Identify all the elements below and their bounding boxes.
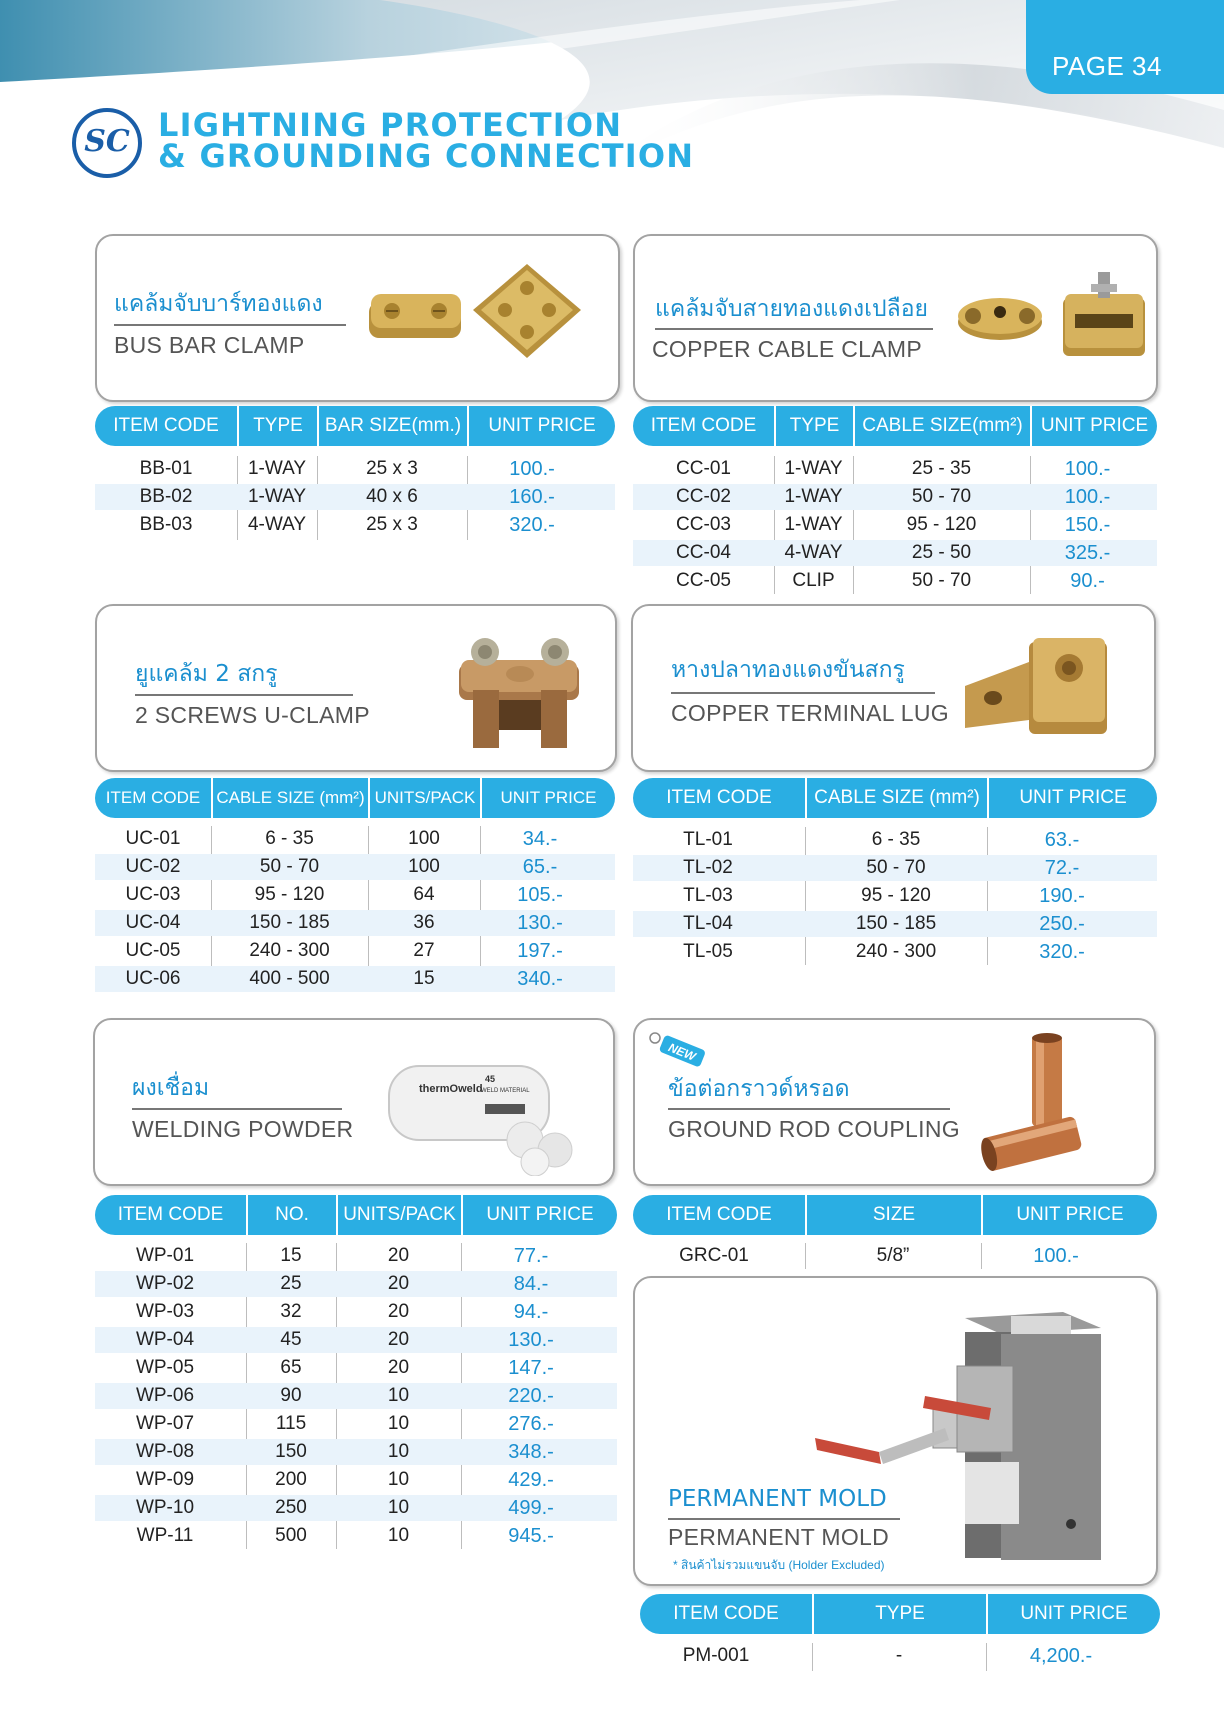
type: 1-WAY [784,486,843,507]
item-code: BB-02 [139,486,193,507]
col-item-code: ITEM CODE [666,1204,772,1225]
cable-size: 50 - 70 [911,486,972,507]
title-divider [135,694,353,696]
unit-price: 220.- [508,1385,554,1407]
type: 1-WAY [784,514,843,535]
cable-size: 240 - 300 [249,940,330,961]
units-pack: 36 [413,912,435,933]
title-divider [114,324,346,326]
bus-bar-table-header [95,406,615,446]
unit-price: 100.- [1064,458,1111,480]
type: 4-WAY [784,542,843,563]
u-clamp-table-header [95,778,615,818]
table-row [95,1271,617,1297]
table-row [95,966,615,992]
welding-powder-photo [385,1058,585,1176]
table-row [95,512,615,538]
unit-price: 94.- [513,1301,549,1323]
cable-size: 95 - 120 [906,514,977,535]
item-code: WP-09 [135,1469,195,1490]
section-title-en: 2 SCREWS U-CLAMP [135,702,370,728]
no: 90 [280,1385,302,1406]
package-brand: thermOweld [419,1083,483,1095]
cable-size: 240 - 300 [855,941,937,962]
unit-price: 340.- [517,968,563,990]
table-row [95,854,615,880]
item-code: CC-05 [676,570,731,591]
col-type: TYPE [875,1603,925,1624]
section-title-th: แคล้มจับบาร์ทองแดง [114,291,323,317]
item-code: UC-03 [125,884,181,905]
no: 45 [280,1329,302,1350]
col-type: TYPE [789,415,840,436]
no: 65 [280,1357,302,1378]
item-code: PM-001 [682,1645,750,1666]
units-pack: 10 [387,1469,410,1490]
section-title-en: WELDING POWDER [132,1116,354,1142]
item-code: WP-05 [135,1357,195,1378]
bus-bar-table [95,456,615,540]
bus-bar-clamp-panel [95,234,620,402]
unit-price: 190.- [1039,885,1085,907]
col-item-code: ITEM CODE [650,415,757,436]
table-row [633,883,1157,909]
item-code: WP-01 [135,1245,195,1266]
unit-price: 105.- [517,884,563,906]
table-row [95,826,615,852]
item-code: BB-01 [139,458,193,479]
title-divider [668,1108,950,1110]
unit-price: 320.- [509,514,555,536]
unit-price: 84.- [513,1273,549,1295]
welding-table-header [95,1195,617,1235]
logo-text: SC [84,124,130,159]
bar-size: 25 x 3 [366,514,418,535]
section-title-th: ผงเชื่อม [132,1075,210,1101]
unit-price: 77.- [513,1245,549,1267]
cable-size: 50 - 70 [866,857,926,878]
cable-size: 50 - 70 [259,856,320,877]
unit-price: 250.- [1039,913,1085,935]
section-title-en: COPPER TERMINAL LUG [671,700,949,726]
table-row [95,882,615,908]
col-cable-size: CABLE SIZE (mm²) [216,788,365,807]
col-unit-price: UNIT PRICE [1040,415,1149,436]
col-units-pack: UNITS/PACK [374,788,476,807]
unit-price: 945.- [508,1525,554,1547]
table-row [95,1383,617,1409]
terminal-lug-table [633,827,1157,965]
item-code: WP-02 [135,1273,195,1294]
title-divider [671,692,935,694]
units-pack: 20 [387,1301,410,1322]
table-row [633,456,1157,482]
col-item-code: ITEM CODE [113,415,219,436]
table-row [95,1411,617,1437]
unit-price: 34.- [522,828,558,850]
table-row [95,484,615,510]
table-row [95,1327,617,1353]
unit-price: 197.- [517,940,563,962]
col-no: NO. [275,1204,309,1225]
col-unit-price: UNIT PRICE [1016,1204,1124,1225]
no: 500 [275,1525,307,1546]
bar-size: 25 x 3 [366,458,418,479]
units-pack: 100 [408,856,440,877]
cable-size: 25 - 35 [911,458,972,479]
rod-coupling-table-header [633,1195,1157,1235]
welding-powder-panel [93,1018,615,1186]
col-item-code: ITEM CODE [666,787,772,808]
table-row [633,484,1157,510]
bus-bar-clamp-photo [367,260,592,360]
type: 1-WAY [784,458,843,479]
table-row [95,1355,617,1381]
table-row [95,1467,617,1493]
item-code: TL-02 [683,857,733,878]
table-row [633,911,1157,937]
no: 32 [280,1301,302,1322]
item-code: WP-07 [135,1413,195,1434]
type: CLIP [792,570,835,591]
item-code: WP-08 [135,1441,195,1462]
new-badge [648,1030,710,1075]
col-item-code: ITEM CODE [673,1603,779,1624]
copper-cable-table-header [633,406,1157,446]
unit-price: 150.- [1064,514,1111,536]
table-row [95,910,615,936]
item-code: UC-02 [125,856,181,877]
permanent-mold-table-header [640,1594,1160,1634]
package-text: WELD MATERIAL [481,1088,530,1094]
rod-coupling-panel [633,1018,1156,1186]
sc-logo [72,108,142,178]
item-code: TL-05 [683,941,733,962]
terminal-lug-table-header [633,778,1157,818]
item-code: GRC-01 [679,1245,749,1266]
col-item-code: ITEM CODE [105,788,201,807]
terminal-lug-panel [631,604,1156,772]
unit-price: 100.- [509,458,555,480]
permanent-mold-table [640,1643,1160,1671]
item-code: WP-06 [135,1385,195,1406]
cable-size: 6 - 35 [265,828,314,849]
cable-size: 25 - 50 [911,542,972,563]
units-pack: 15 [413,968,435,989]
size: 5/8” [876,1245,910,1266]
unit-price: 100.- [1033,1245,1079,1267]
unit-price: 276.- [508,1413,554,1435]
item-code: CC-01 [676,458,731,479]
cable-size: 95 - 120 [254,884,325,905]
type: - [895,1645,903,1666]
rod-coupling-table [633,1243,1157,1269]
title-line-2: & GROUNDING CONNECTION [158,137,695,175]
unit-price: 429.- [508,1469,554,1491]
item-code: BB-03 [139,514,193,535]
unit-price: 325.- [1064,542,1111,564]
item-code: WP-04 [135,1329,195,1350]
title-divider [132,1108,342,1110]
units-pack: 10 [387,1413,410,1434]
item-code: UC-04 [125,912,181,933]
item-code: UC-05 [125,940,181,961]
unit-price: 72.- [1044,857,1080,879]
unit-price: 65.- [522,856,558,878]
item-code: CC-03 [676,514,731,535]
u-clamp-table [95,826,615,992]
item-code: CC-04 [676,542,731,563]
unit-price: 90.- [1070,570,1105,592]
title-divider [655,328,933,330]
no: 15 [280,1245,302,1266]
section-title-primary: PERMANENT MOLD [668,1486,887,1512]
item-code: WP-03 [135,1301,195,1322]
units-pack: 10 [387,1441,410,1462]
units-pack: 20 [387,1329,410,1350]
cable-size: 150 - 185 [855,913,937,934]
col-unit-price: UNIT PRICE [500,788,597,807]
item-code: TL-01 [683,829,733,850]
unit-price: 348.- [508,1441,554,1463]
table-row [95,1243,617,1269]
section-title-th: แคล้มจับสายทองแดงเปลือย [655,296,929,322]
section-title-th: ยูแคล้ม 2 สกรู [135,661,278,687]
cable-size: 400 - 500 [249,968,330,989]
col-unit-price: UNIT PRICE [486,1204,594,1225]
table-row [95,938,615,964]
type: 4-WAY [247,514,307,535]
rod-coupling-photo [980,1032,1090,1182]
type: 1-WAY [247,458,307,479]
section-title-en: BUS BAR CLAMP [114,332,305,358]
u-clamp-photo [455,634,585,752]
table-row [633,512,1157,538]
units-pack: 100 [408,828,440,849]
section-title-en: COPPER CABLE CLAMP [652,336,922,362]
copper-cable-clamp-photo [955,270,1155,360]
item-code: UC-01 [125,828,181,849]
item-code: WP-11 [136,1525,194,1546]
no: 25 [280,1273,302,1294]
table-row [633,568,1157,594]
unit-price: 130.- [508,1329,554,1351]
col-type: TYPE [253,415,303,436]
unit-price: 100.- [1064,486,1111,508]
table-row [95,1495,617,1521]
col-unit-price: UNIT PRICE [1019,787,1127,808]
unit-price: 4,200.- [1029,1645,1093,1667]
permanent-mold-panel [633,1276,1158,1586]
table-row [95,1523,617,1549]
section-title-en: PERMANENT MOLD [668,1524,890,1550]
col-cable-size: CABLE SIZE (mm²) [814,787,980,808]
col-unit-price: UNIT PRICE [488,415,596,436]
units-pack: 64 [413,884,435,905]
cable-size: 95 - 120 [861,885,931,906]
unit-price: 63.- [1044,829,1080,851]
table-row [633,540,1157,566]
item-code: CC-02 [676,486,731,507]
unit-price: 320.- [1039,941,1085,963]
col-unit-price: UNIT PRICE [1020,1603,1128,1624]
unit-price: 130.- [517,912,563,934]
unit-price: 147.- [508,1357,554,1379]
section-title-th: ข้อต่อกราวด์หรอด [668,1076,850,1102]
units-pack: 27 [413,940,435,961]
title-line-1: LIGHTNING PROTECTION [158,106,623,144]
table-row [633,1243,1157,1269]
col-item-code: ITEM CODE [117,1204,224,1225]
table-row [95,1299,617,1325]
copper-cable-table [633,456,1157,594]
col-size: SIZE [872,1204,916,1225]
table-row [95,1439,617,1465]
cable-size: 50 - 70 [911,570,972,591]
terminal-lug-photo [959,628,1119,748]
title-divider [668,1518,900,1520]
units-pack: 20 [387,1245,410,1266]
no: 200 [275,1469,307,1490]
bar-size: 40 x 6 [366,486,418,507]
col-units-pack: UNITS/PACK [343,1204,456,1225]
unit-price: 499.- [508,1497,554,1519]
units-pack: 20 [387,1273,410,1294]
units-pack: 20 [387,1357,410,1378]
page-number: PAGE 34 [1052,51,1162,81]
new-label: NEW [666,1040,698,1064]
no: 150 [275,1441,307,1462]
section-title-th: หางปลาทองแดงขันสกรู [671,657,905,683]
package-number: 45 [485,1074,496,1084]
units-pack: 10 [387,1385,410,1406]
table-row [640,1643,1160,1669]
copper-cable-clamp-panel [633,234,1158,402]
u-clamp-panel [95,604,617,772]
holder-excluded-note: * สินค้าไม่รวมแขนจับ (Holder Excluded) [673,1558,885,1572]
no: 250 [275,1497,307,1518]
table-row [633,939,1157,965]
type: 1-WAY [247,486,307,507]
item-code: TL-04 [683,913,733,934]
cable-size: 6 - 35 [871,829,921,850]
col-bar-size: BAR SIZE(mm.) [324,415,462,436]
unit-price: 160.- [509,486,555,508]
section-title-en: GROUND ROD COUPLING [668,1116,960,1142]
units-pack: 10 [387,1525,410,1546]
item-code: WP-10 [135,1497,195,1518]
page-title [158,106,695,175]
table-row [633,827,1157,853]
cable-size: 150 - 185 [249,912,330,933]
table-row [633,855,1157,881]
table-row [95,456,615,482]
col-cable-size: CABLE SIZE(mm²) [862,415,1023,436]
no: 115 [275,1413,307,1434]
welding-table [95,1243,617,1549]
item-code: TL-03 [683,885,733,906]
item-code: UC-06 [125,968,181,989]
units-pack: 10 [387,1497,410,1518]
